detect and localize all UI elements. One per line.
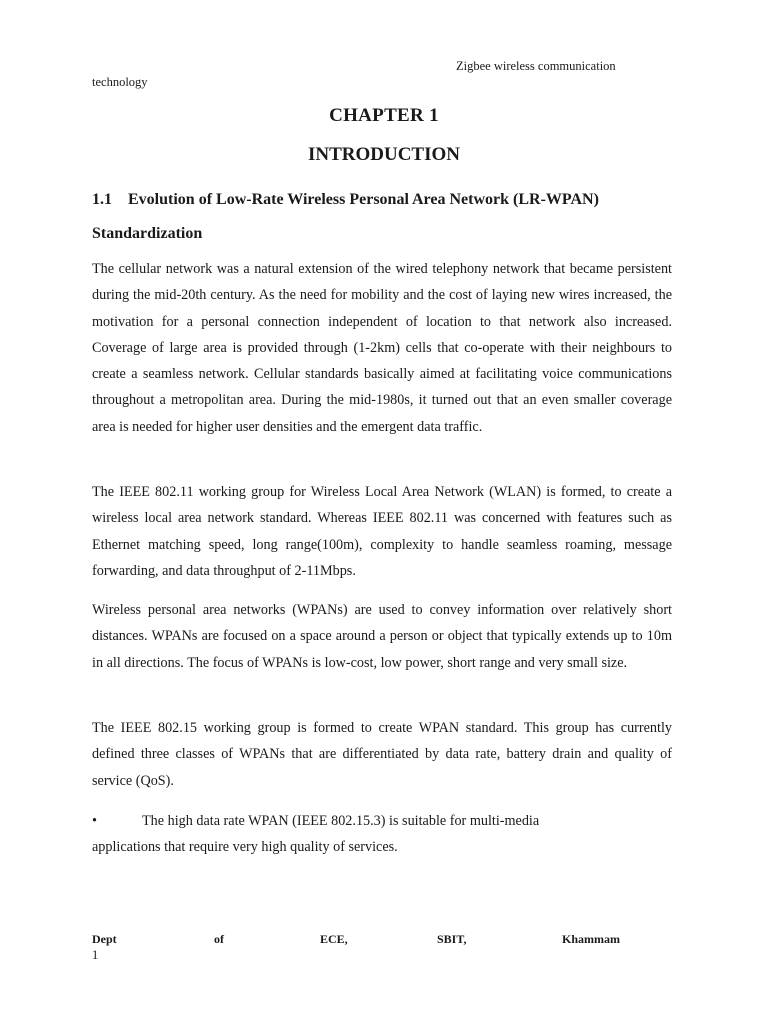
footer-word-dept: Dept (92, 932, 117, 946)
chapter-title (0, 105, 768, 127)
section-heading (92, 183, 682, 251)
bullet-line2: applications that require very high quality of services. (92, 839, 398, 855)
paragraph-cellular: The cellular network was a natural extension of the wired telephony network that became persistent during the mid-20th century. As the need for mobility and the cost of laying new wires increased, the motivation for a personal connection independent of location to that network also increased. Coverage of large area is provided through (1-2km) cells that co-operate with their neighbours to create a seamless network. Cellular standards basically aimed at facilitating voice communications throughout a metropolitan area. During the mid-1980s, it turned out that an even smaller coverage area is needed for higher user densities and the emergent data traffic. (92, 261, 672, 435)
paragraph-wlan: The IEEE 802.11 working group for Wireless Local Area Network (WLAN) is formed, to create a wireless local area network standard. Whereas IEEE 802.11 was concerned with features such as Ethernet matching speed, long range(100m), complexity to handle seamless roaming, message forwarding, and data throughput of 2-11Mbps. (92, 484, 672, 579)
bullet-symbol: • (92, 813, 97, 829)
running-header-left: technology (92, 75, 148, 89)
running-header-right: Zigbee wireless communication (456, 59, 616, 73)
footer-word-khammam: Khammam (562, 932, 620, 946)
chapter-name: INTRODUCTION (307, 144, 461, 165)
section-title-line1: Evolution of Low-Rate Wireless Personal Area Network (LR-WPAN) (128, 191, 599, 208)
paragraph-ieee-802-15: The IEEE 802.15 working group is formed to create WPAN standard. This group has currently defined three classes of WPANs that are differentiated by data rate, battery drain and quality of service (QoS). (92, 720, 672, 789)
paragraph-wpan: Wireless personal area networks (WPANs) are used to convey information over relatively short distances. WPANs are focused on a space around a person or object that typically extends up to 10m in all directions. The focus of WPANs is low-cost, low power, short range and very small size. (92, 602, 672, 671)
footer-word-of: of (214, 932, 224, 946)
bullet-line1: The high data rate WPAN (IEEE 802.15.3) is suitable for multi-media (142, 813, 540, 829)
section-title-line2: Standardization (92, 225, 203, 242)
footer-word-sbit: SBIT, (437, 932, 467, 946)
page-number: 1 (92, 948, 99, 962)
section-number: 1.1 (92, 191, 112, 208)
footer-word-ece: ECE, (320, 932, 348, 946)
chapter-title-text: CHAPTER 1 (329, 105, 439, 126)
bullet-item (92, 808, 682, 860)
